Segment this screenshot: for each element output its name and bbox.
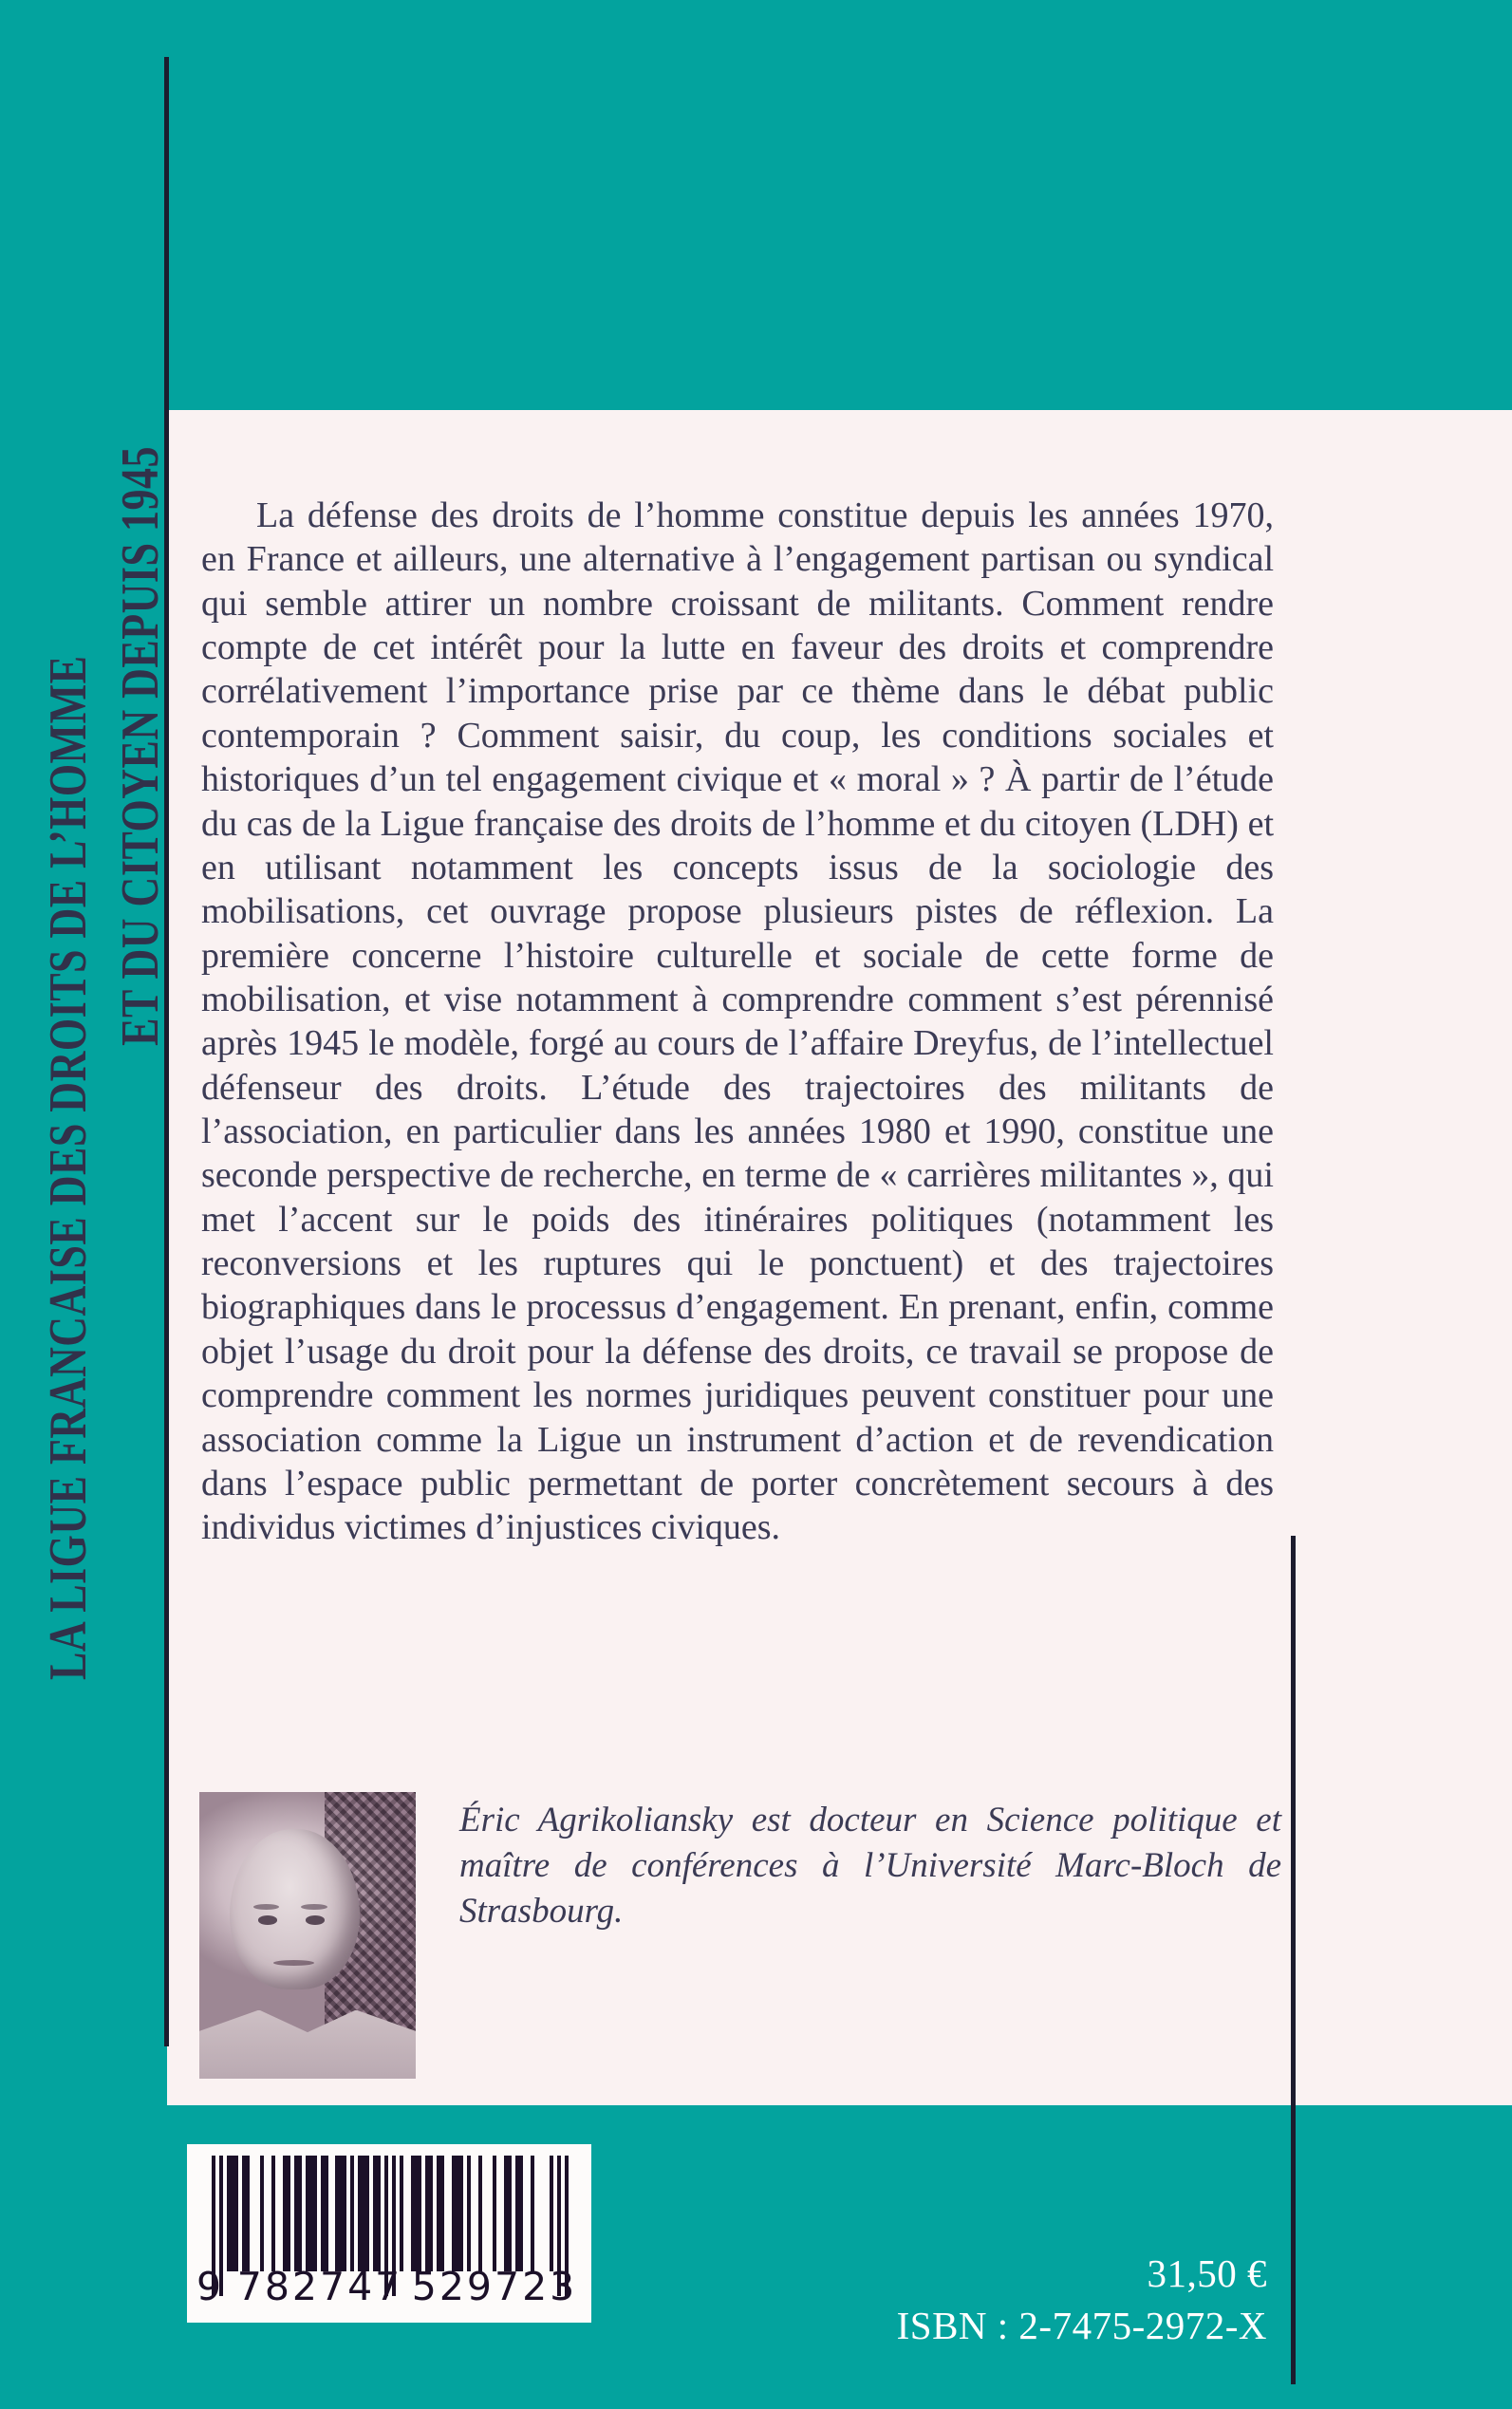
spine-title-line-1: LA LIGUE FRANCAISE DES DROITS DE L’HOMME bbox=[37, 655, 98, 1680]
pricing-block bbox=[897, 2250, 1267, 2351]
barcode-group-right: 529723 bbox=[411, 2264, 578, 2309]
spine-rule-right bbox=[1291, 1536, 1296, 2384]
photo-eye-right bbox=[306, 1915, 326, 1925]
barcode-bars bbox=[212, 2156, 569, 2271]
photo-face bbox=[230, 1829, 360, 1989]
ean13-barcode bbox=[187, 2144, 591, 2323]
barcode-group-left: 782747 bbox=[236, 2264, 403, 2309]
barcode-lead-digit: 9 bbox=[196, 2264, 223, 2309]
blurb-paragraph: La défense des droits de l’homme constitue depuis les années 1970, en France et ailleurs, une alternative à l’engagement partisan ou syndical qui semble attirer un nombre croissant de militants. Comment rendre compte de cet intérêt pour la lutte en faveur des droits et comprendre corrélativement l’importance prise par ce thème dans le débat public contemporain ? Comment saisir, du coup, les conditions sociales et historiques d’un tel engagement civique et « moral » ? À partir de l’étude du cas de la Ligue française des droits de l’homme et du citoyen (LDH) et en utilisant notamment les concepts issus de la sociologie des mobilisations, cet ouvrage propose plusieurs pistes de réflexion. La première concerne l’histoire culturelle et sociale de cette forme de mobilisation, et vise notamment à comprendre comment s’est pérennisé après 1945 le modèle, forgé au cours de l’affaire Dreyfus, de l’intellectuel défenseur des droits. L’étude des trajectoires des militants de l’association, en particulier dans les années 1980 et 1990, constitue une seconde perspective de recherche, en terme de « carrières militantes », qui met l’accent sur le poids des itinéraires politiques (notamment les reconversions et les ruptures qui le ponctuent) et des trajectoires biographiques dans le processus d’engagement. En prenant, enfin, comme objet l’usage du droit pour la défense des droits, ce travail se propose de comprendre comment les normes juridiques peuvent constituer pour une association comme la Ligue un instrument d’action et de revendication dans l’espace public permettant de porter concrètement secours à des individus victimes d’injustices civiques. bbox=[201, 495, 1274, 1548]
photo-brow-right bbox=[301, 1904, 327, 1910]
back-cover-blurb bbox=[201, 494, 1274, 1550]
author-bio-text: Éric Agrikoliansky est docteur en Science politique et maître de conférences à l’Université Marc-Bloch de Strasbourg. bbox=[459, 1801, 1281, 1932]
isbn-label: ISBN : 2-7475-2972-X bbox=[896, 2304, 1267, 2348]
author-photo bbox=[199, 1792, 416, 2079]
photo-mouth bbox=[273, 1960, 314, 1966]
photo-eye-left bbox=[258, 1915, 278, 1925]
spine-title-line-2: ET DU CITOYEN DEPUIS 1945 bbox=[109, 446, 170, 1046]
barcode-digits bbox=[196, 2264, 582, 2309]
author-block bbox=[199, 1792, 1281, 2086]
spine-rule-left bbox=[164, 57, 169, 2046]
price-label: 31,50 € bbox=[1147, 2251, 1267, 2295]
photo-brow-left bbox=[253, 1904, 279, 1910]
photo-collar bbox=[199, 2010, 416, 2079]
